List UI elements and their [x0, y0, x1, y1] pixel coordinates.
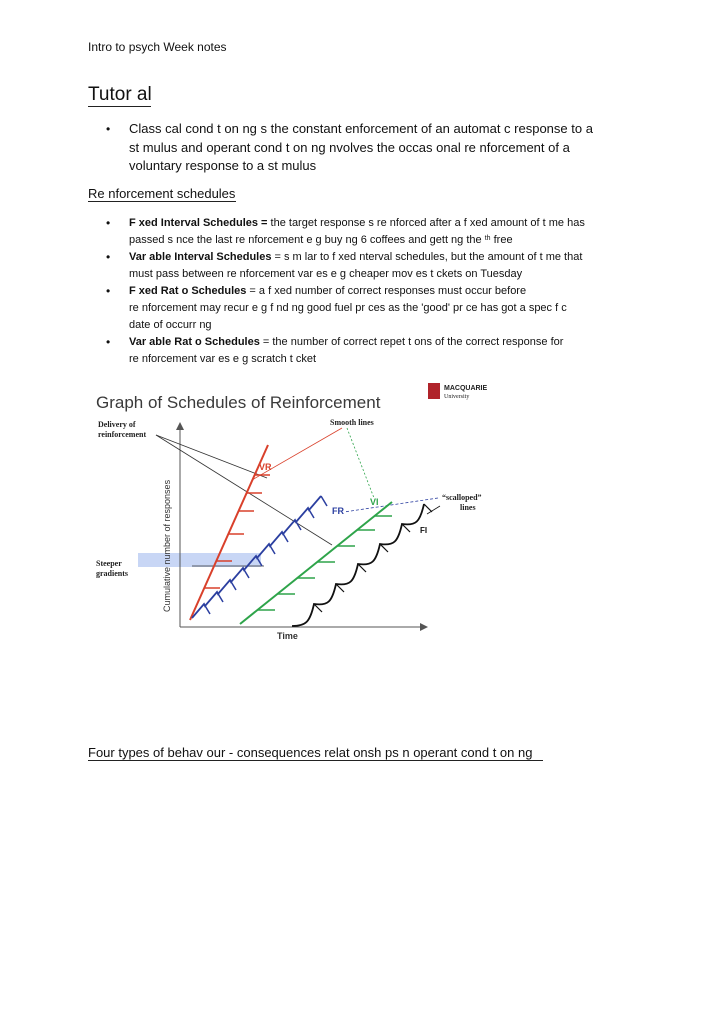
steeper-gradient-band — [138, 553, 261, 567]
vr-label: VR — [259, 462, 272, 472]
delivery-arrow — [156, 435, 332, 545]
schedule-text: = s m lar to f xed nterval schedules, but the amount of t me that — [271, 251, 583, 263]
schedule-text: passed s nce the last re nforcement e g buy ng 6 coffees and gett ng the — [129, 234, 485, 246]
schedule-term: F xed Interval Schedules = — [129, 217, 268, 229]
scalloped-label: “scalloped” — [442, 493, 482, 502]
intro-line: Class cal cond t on ng s the constant enforcement of an automat c response to a — [129, 121, 593, 136]
graph-title: Graph of Schedules of Reinforcement — [96, 393, 381, 412]
schedule-text: must pass between re nforcement var es e g cheaper mov es t ckets on Tuesday — [129, 268, 523, 280]
schedule-item-variable-interval — [106, 249, 631, 283]
scalloped-arrow — [427, 506, 440, 514]
schedules-graph-image — [92, 380, 512, 645]
superscript: th — [484, 235, 491, 242]
schedules-heading: Re nforcement schedules — [88, 186, 236, 201]
vr-series — [190, 445, 270, 620]
page-header: Intro to psych Week notes — [88, 40, 227, 54]
schedule-text: the target response s re nforced after a f xed amount of t me has — [267, 217, 585, 229]
smooth-lines-label: Smooth lines — [330, 418, 374, 427]
macquarie-logo — [428, 383, 487, 400]
tutorial-heading: Tutor al — [88, 84, 152, 105]
schedule-text: free — [490, 234, 513, 246]
bullet-icon: • — [106, 335, 111, 349]
schedule-text: re nforcement may recur e g f nd ng good fuel pr ces as the 'good' pr ce has got a spec f c — [129, 302, 567, 314]
schedules-heading-underline — [88, 201, 236, 202]
steeper-label: gradients — [96, 569, 128, 578]
fi-label: FI — [420, 526, 428, 535]
vi-label: VI — [370, 497, 379, 507]
bullet-icon: • — [106, 250, 111, 264]
schedule-item-fixed-interval — [106, 215, 631, 249]
x-axis-arrow — [420, 623, 428, 631]
y-axis-arrow — [176, 422, 184, 430]
logo-text: MACQUARIE — [444, 385, 488, 392]
logo-subtext: University — [444, 394, 470, 400]
bullet-icon: • — [106, 216, 111, 230]
fi-line — [292, 504, 424, 626]
scalloped-label: lines — [460, 503, 476, 512]
fr-tick — [321, 496, 327, 506]
y-axis-label: Cumulative number of responses — [162, 479, 172, 612]
schedule-text: date of occurr ng — [129, 319, 212, 331]
schedule-term: Var able Rat o Schedules — [129, 336, 260, 348]
intro-bullet — [106, 120, 606, 176]
schedules-graph — [92, 380, 512, 645]
vr-line — [190, 445, 268, 620]
schedule-item-variable-ratio — [106, 334, 631, 368]
schedule-text: = the number of correct repet t ons of the correct response for — [259, 336, 564, 348]
schedule-term: F xed Rat o Schedules — [129, 285, 247, 297]
schedules-list — [106, 215, 631, 368]
schedule-item-fixed-ratio — [106, 283, 631, 334]
fr-label: FR — [332, 506, 344, 516]
steeper-label: Steeper — [96, 559, 122, 568]
smooth-arrow — [252, 428, 342, 480]
schedule-text: = a f xed number of correct responses must occur before — [246, 285, 527, 297]
consequences-heading-underline — [88, 760, 543, 761]
bullet-icon: • — [106, 122, 111, 136]
fi-tick — [424, 504, 432, 512]
intro-line: voluntary response to a st mulus — [129, 158, 317, 173]
graph-annotation-arrows — [156, 428, 440, 566]
x-axis-label: Time — [277, 631, 298, 641]
bullet-icon: • — [106, 284, 111, 298]
smooth-arrow — [347, 428, 374, 498]
delivery-label: Delivery of — [98, 420, 136, 429]
schedule-term: Var able Interval Schedules — [129, 251, 272, 263]
intro-list — [106, 120, 606, 176]
schedule-text: re nforcement var es e g scratch t cket — [129, 353, 317, 365]
intro-line: st mulus and operant cond t on ng nvolves the occas onal re nforcement of a — [129, 139, 570, 155]
tutorial-heading-underline — [88, 106, 151, 107]
consequences-heading: Four types of behav our - consequences relat onsh ps n operant cond t on ng — [88, 745, 533, 760]
delivery-label: reinforcement — [98, 430, 147, 439]
delivery-arrow — [156, 435, 267, 478]
